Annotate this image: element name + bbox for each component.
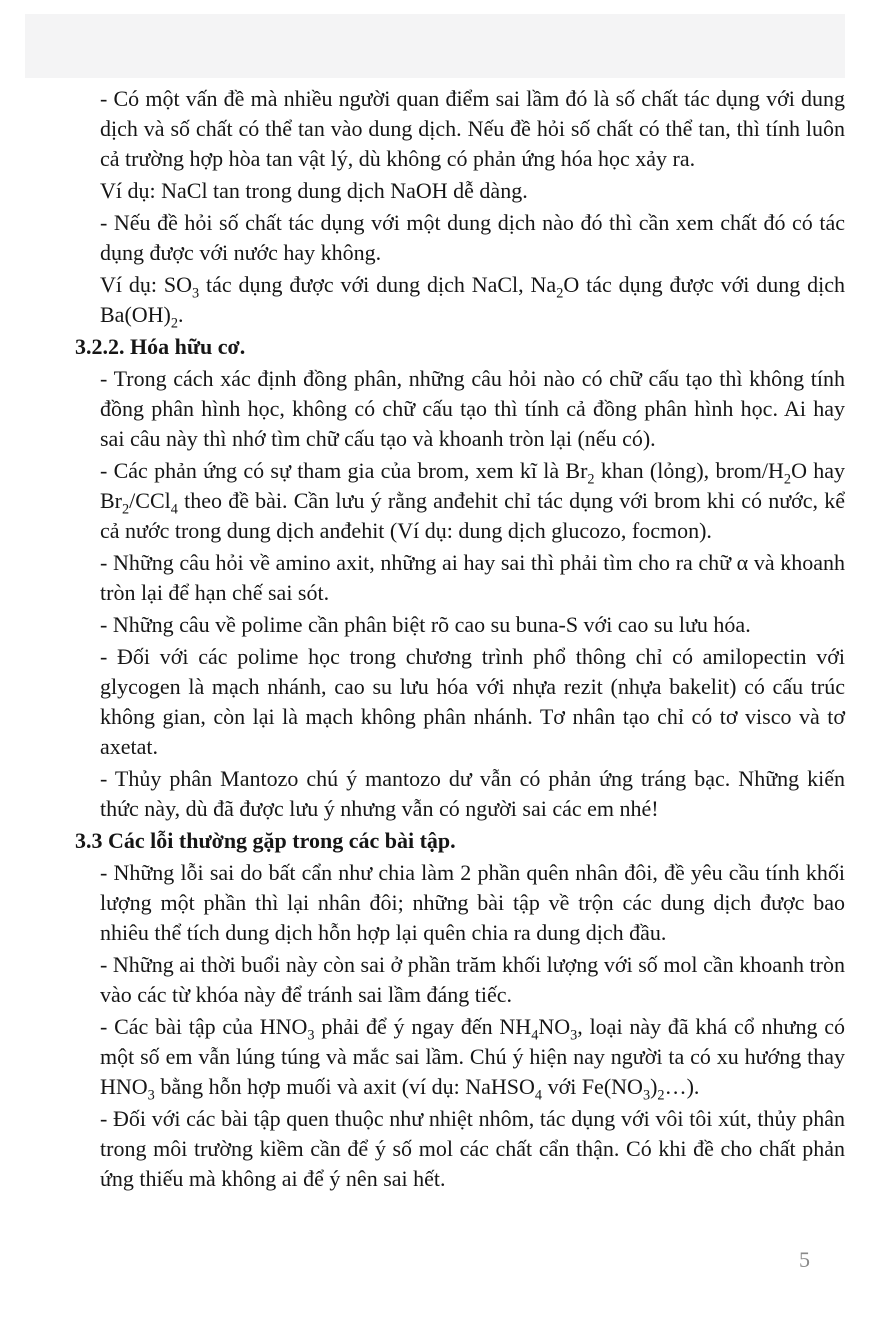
document-body — [75, 84, 845, 1196]
section-heading: 3.2.2. Hóa hữu cơ. — [75, 334, 246, 359]
paragraph: - Những ai thời buổi này còn sai ở phần trăm khối lượng với số mol cần khoanh tròn vào các từ khóa này để tránh sai lầm đáng tiếc. — [100, 952, 845, 1007]
paragraph: - Thủy phân Mantozo chú ý mantozo dư vẫn có phản ứng tráng bạc. Những kiến thức này, dù đã được lưu ý nhưng vẫn có người sai các em nhé! — [100, 766, 845, 821]
paragraph: - Những câu hỏi về amino axit, những ai hay sai thì phải tìm cho ra chữ α và khoanh tròn lại để hạn chế sai sót. — [100, 550, 845, 605]
paragraph: - Nếu đề hỏi số chất tác dụng với một dung dịch nào đó thì cần xem chất đó có tác dụng được với nước hay không. — [100, 210, 845, 265]
section-heading: 3.3 Các lỗi thường gặp trong các bài tập. — [75, 828, 456, 853]
header-redacted-band — [25, 14, 845, 78]
paragraph: - Các phản ứng có sự tham gia của brom, xem kĩ là $Br_2$ khan (lỏng), brom/$H_2O$ hay $Br_2/CCl_4$ theo đề bài. Cần lưu ý rằng anđehit chỉ tác dụng với brom khi có nước, kể cả nước trong dung dịch anđehit (Ví dụ: dung dịch glucozo, focmon). — [100, 458, 846, 543]
paragraph: - Những câu về polime cần phân biệt rõ cao su buna-S với cao su lưu hóa. — [100, 612, 751, 637]
paragraph: - Trong cách xác định đồng phân, những câu hỏi nào có chữ cấu tạo thì không tính đồng phân hình học, không có chữ cấu tạo thì tính cả đồng phân hình học. Ai hay sai câu này thì nhớ tìm chữ cấu tạo và khoanh tròn lại (nếu có). — [100, 366, 845, 451]
paragraph: Ví dụ: $SO_3$ tác dụng được với dung dịch NaCl, $Na_2O$ tác dụng được với dung dịch $Ba(OH)_2$. — [100, 272, 845, 332]
paragraph: - Đối với các bài tập quen thuộc như nhiệt nhôm, tác dụng với vôi tôi xút, thủy phân trong môi trường kiềm cần để ý số mol các chất cẩn thận. Có khi đề cho chất phản ứng thiếu mà không ai để ý nên sai hết. — [100, 1106, 845, 1191]
paragraph: Ví dụ: NaCl tan trong dung dịch NaOH dễ dàng. — [100, 178, 528, 203]
paragraph: - Có một vấn đề mà nhiều người quan điểm sai lầm đó là số chất tác dụng với dung dịch và số chất có thể tan vào dung dịch. Nếu đề hỏi số chất có thể tan, thì tính luôn cả trường hợp hòa tan vật lý, dù không có phản ứng hóa học xảy ra. — [100, 86, 845, 171]
paragraph: - Đối với các polime học trong chương trình phổ thông chỉ có amilopectin với glycogen là mạch nhánh, cao su lưu hóa với nhựa rezit (nhựa bakelit) có cấu trúc không gian, còn lại là mạch không phân nhánh. Tơ nhân tạo chỉ có tơ visco và tơ axetat. — [100, 644, 845, 759]
page-number: 5 — [799, 1247, 810, 1272]
paragraph: - Những lỗi sai do bất cẩn như chia làm 2 phần quên nhân đôi, đề yêu cầu tính khối lượng một phần thì lại nhân đôi; những bài tập về trộn các dung dịch được bao nhiêu thể tích dung dịch hỗn hợp lại quên chia ra dung dịch đầu. — [100, 860, 845, 945]
paragraph: - Các bài tập của $HNO_3$ phải để ý ngay đến $NH_4NO_3$, loại này đã khá cổ nhưng có một số em vẫn lúng túng và mắc sai lầm. Chú ý hiện nay người ta có xu hướng thay $HNO_3$ bằng hỗn hợp muối và axit (ví dụ: NaHSO$_4$ với $Fe(NO_3)_2\dots$). — [100, 1014, 845, 1104]
